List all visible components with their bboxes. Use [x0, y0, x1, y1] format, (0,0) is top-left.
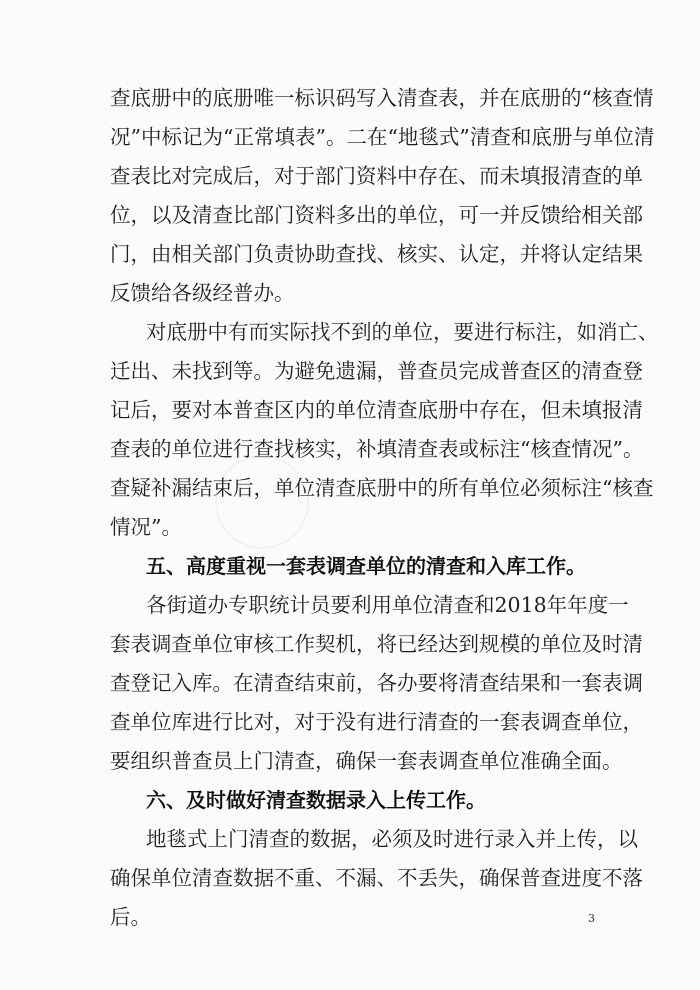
text-line: 查表的单位进行查找核实，补填清查表或标注“核查情况”。	[110, 437, 644, 461]
section-heading-6: 六、及时做好清查数据录入上传工作。	[146, 788, 486, 812]
text-line: 记后，要对本普查区内的单位清查底册中存在，但未填报清	[110, 398, 643, 422]
text-line: 查疑补漏结束后，单位清查底册中的所有单位必须标注“核查	[110, 476, 654, 500]
text-line: 后。	[110, 905, 151, 929]
page-number: 3	[588, 912, 595, 925]
text-line: 地毯式上门清查的数据，必须及时进行录入并上传，以	[146, 827, 638, 851]
text-line: 套表调查单位审核工作契机，将已经达到规模的单位及时清	[110, 632, 643, 656]
section-heading-5: 五、高度重视一套表调查单位的清查和入库工作。	[146, 554, 586, 578]
text-line: 确保单位清查数据不重、不漏、不丢失，确保普查进度不落	[110, 866, 643, 890]
text-line: 查登记入库。在清查结束前，各办要将清查结果和一套表调	[110, 671, 643, 695]
text-line: 位，以及清查比部门资料多出的单位，可一并反馈给相关部	[110, 203, 643, 227]
text-line: 迁出、未找到等。为避免遗漏，普查员完成普查区的清查登	[110, 359, 643, 383]
text-line: 各街道办专职统计员要利用单位清查和2018年年度一	[146, 593, 629, 617]
text-line: 要组织普查员上门清查，确保一套表调查单位准确全面。	[110, 749, 623, 773]
text-line: 门，由相关部门负责协助查找、核实、认定，并将认定结果	[110, 242, 643, 266]
text-line: 情况”。	[110, 515, 182, 539]
text-line: 查单位库进行比对，对于没有进行清查的一套表调查单位，	[110, 710, 643, 734]
text-line: 对底册中有而实际找不到的单位，要进行标注，如消亡、	[146, 320, 659, 344]
text-line: 查表比对完成后，对于部门资料中存在、而未填报清查的单	[110, 164, 643, 188]
text-line: 反馈给各级经普办。	[110, 281, 295, 305]
text-line: 况”中标记为“正常填表”。二在“地毯式”清查和底册与单位清	[110, 125, 655, 149]
text-line: 查底册中的底册唯一标识码写入清查表，并在底册的“核查情	[110, 86, 654, 110]
